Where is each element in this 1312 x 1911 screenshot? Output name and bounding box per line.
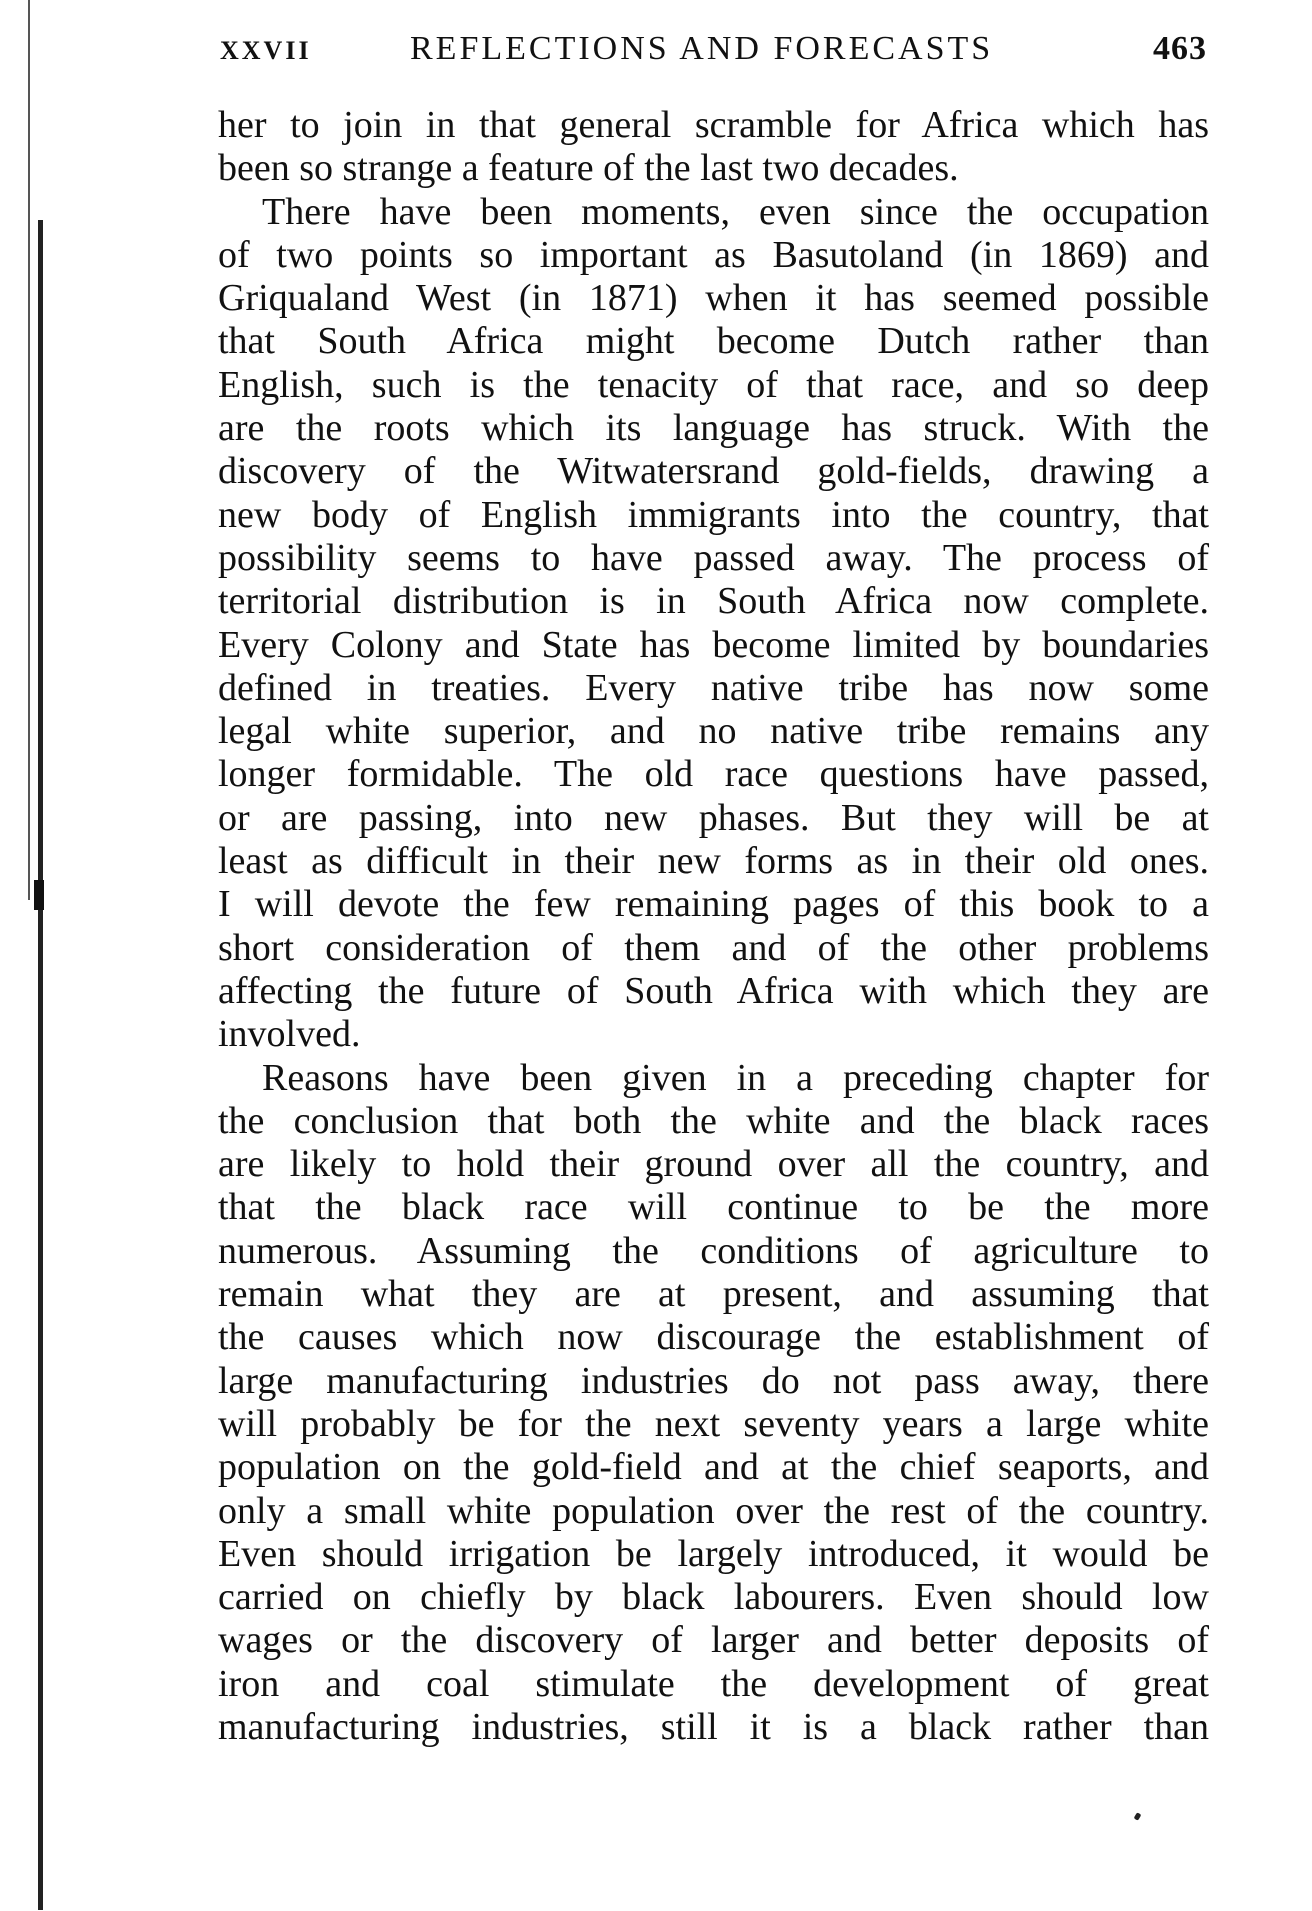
text-line: Even should irrigation be largely introduced, it would be [218,1532,1209,1575]
text-line: new body of English immigrants into the country, that [218,493,1209,536]
text-line: been so strange a feature of the last two decades. [218,147,959,190]
page-number: 463 [1153,30,1207,67]
text-line: population on the gold-field and at the chief seaports, and [218,1446,1209,1489]
text-line: involved. [218,1013,361,1056]
text-line: only a small white population over the rest of the country. [218,1489,1209,1532]
ink-speck [1134,1812,1142,1821]
text-line: legal white superior, and no native tribe remains any [218,710,1209,753]
binding-edge [38,220,43,1910]
text-line: of two points so important as Basutoland (in 1869) and [218,233,1209,276]
text-line: remain what they are at present, and assuming that [218,1273,1209,1316]
running-head [220,30,1207,80]
text-line: carried on chiefly by black labourers. Even should low [218,1576,1209,1619]
text-line: or are passing, into new phases. But they will be at [218,796,1209,839]
text-line: wages or the discovery of larger and better deposits of [218,1619,1209,1662]
text-line: least as difficult in their new forms as in their old ones. [218,840,1209,883]
binding-mark [34,880,44,910]
text-line: There have been moments, even since the occupation [262,190,1209,233]
text-line: will probably be for the next seventy years a large white [218,1402,1209,1445]
text-line: that the black race will continue to be the more [218,1186,1209,1229]
text-line: the causes which now discourage the establishment of [218,1316,1209,1359]
text-line: English, such is the tenacity of that race, and so deep [218,363,1209,406]
text-line: large manufacturing industries do not pass away, there [218,1359,1209,1402]
text-line: longer formidable. The old race questions have passed, [218,753,1209,796]
text-line: Griqualand West (in 1871) when it has seemed possible [218,277,1209,320]
text-line: manufacturing industries, still it is a black rather than [218,1705,1209,1748]
text-line: Every Colony and State has become limited by boundaries [218,623,1209,666]
text-line: that South Africa might become Dutch rather than [218,320,1209,363]
page-edge-shadow [28,0,30,900]
text-line: defined in treaties. Every native tribe has now some [218,666,1209,709]
text-line: affecting the future of South Africa with which they are [218,969,1209,1012]
text-line: the conclusion that both the white and the black races [218,1099,1209,1142]
text-line: short consideration of them and of the other problems [218,926,1209,969]
text-line: numerous. Assuming the conditions of agriculture to [218,1229,1209,1272]
chapter-number: XXVII [220,36,312,65]
text-line: possibility seems to have passed away. The process of [218,536,1209,579]
text-line: iron and coal stimulate the development of great [218,1662,1209,1705]
text-line: her to join in that general scramble for Africa which has [218,104,1209,146]
body-text [218,104,1209,1749]
text-line: I will devote the few remaining pages of this book to a [218,883,1209,926]
running-title: REFLECTIONS AND FORECASTS [410,30,994,67]
text-line: are likely to hold their ground over all the country, and [218,1143,1209,1186]
text-line: are the roots which its language has struck. With the [218,407,1209,450]
text-line: Reasons have been given in a preceding chapter for [262,1056,1209,1099]
text-line: discovery of the Witwatersrand gold-fields, drawing a [218,450,1209,493]
text-line: territorial distribution is in South Africa now complete. [218,580,1209,623]
